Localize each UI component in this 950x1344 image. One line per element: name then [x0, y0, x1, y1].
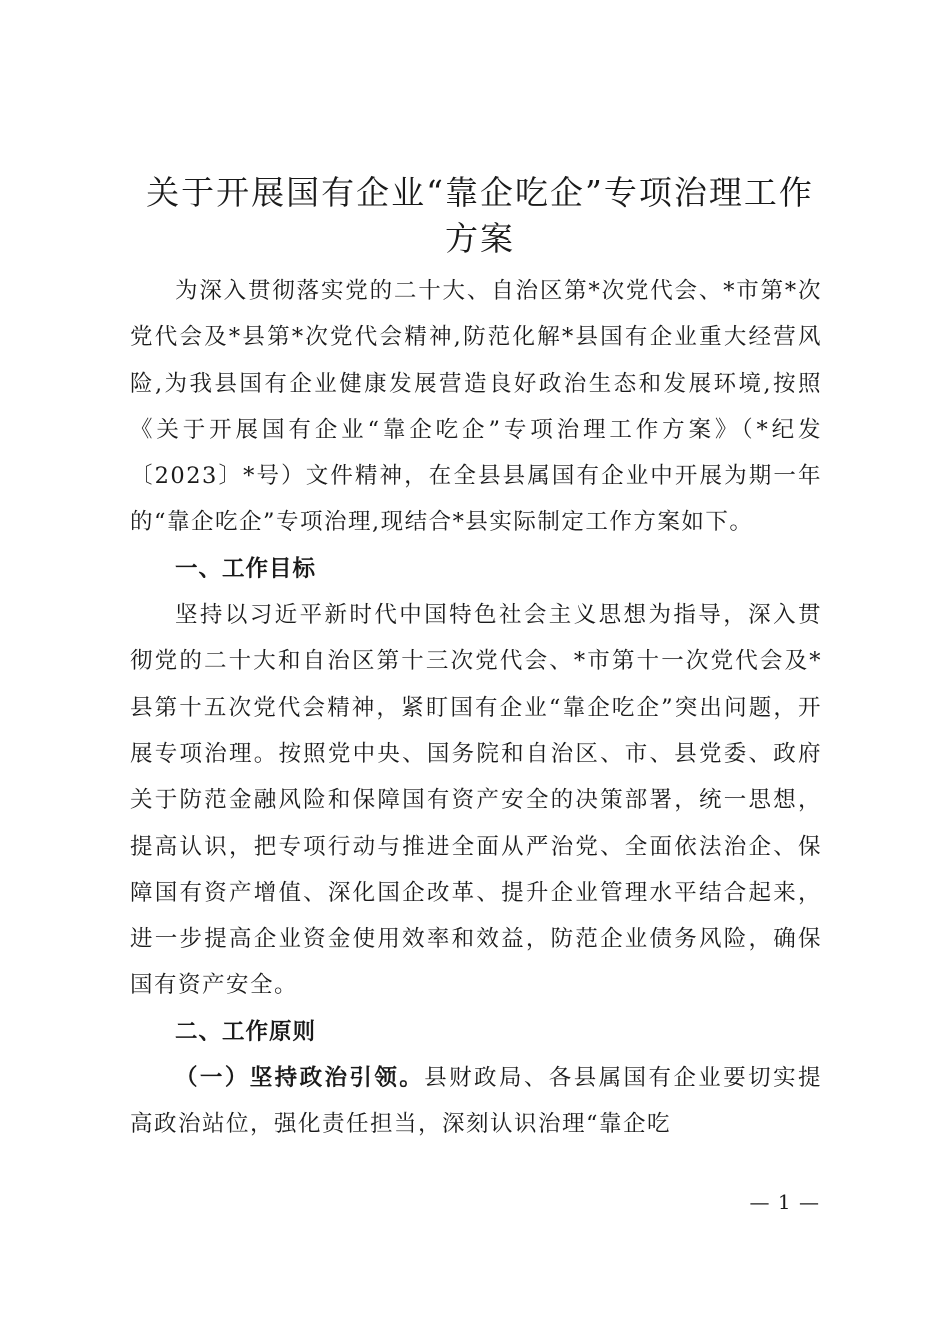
- page-number: — 1 —: [749, 1190, 820, 1214]
- document-body: [130, 268, 822, 1148]
- principle-1-text: 县财政局、各县属国有企业要切实提高政治站位，强化责任担当，深刻认识治理“靠企吃: [130, 1065, 822, 1138]
- title-line-2: 方案: [445, 219, 515, 258]
- principle-1-paragraph: [130, 1055, 822, 1148]
- intro-paragraph: 为深入贯彻落实党的二十大、自治区第*次党代会、*市第*次党代会及*县第*次党代会精神,防范化解*县国有企业重大经营风险,为我县国有企业健康发展营造良好政治生态和发展环境,按照《关于开展国有企业“靠企吃企”专项治理工作方案》（*纪发〔2023〕*号）文件精神，在全县县属国有企业中开展为期一年的“靠企吃企”专项治理,现结合*县实际制定工作方案如下。: [130, 278, 822, 536]
- goals-paragraph: 坚持以习近平新时代中国特色社会主义思想为指导，深入贯彻党的二十大和自治区第十三次党代会、*市第十一次党代会及*县第十五次党代会精神，紧盯国有企业“靠企吃企”突出问题，开展专项治理。按照党中央、国务院和自治区、市、县党委、政府关于防范金融风险和保障国有资产安全的决策部署，统一思想，提高认识，把专项行动与推进全面从严治党、全面依法治企、保障国有资产增值、深化国企改革、提升企业管理水平结合起来，进一步提高企业资金使用效率和效益，防范企业债务风险，确保国有资产安全。: [130, 602, 822, 999]
- document-title: [120, 170, 840, 262]
- section-heading-principles: 二、工作原则: [175, 1018, 317, 1045]
- section-heading-goals: 一、工作目标: [175, 555, 317, 582]
- principle-1-lead: （一）坚持政治引领。: [175, 1065, 425, 1092]
- title-line-1: 关于开展国有企业“靠企吃企”专项治理工作: [146, 173, 814, 212]
